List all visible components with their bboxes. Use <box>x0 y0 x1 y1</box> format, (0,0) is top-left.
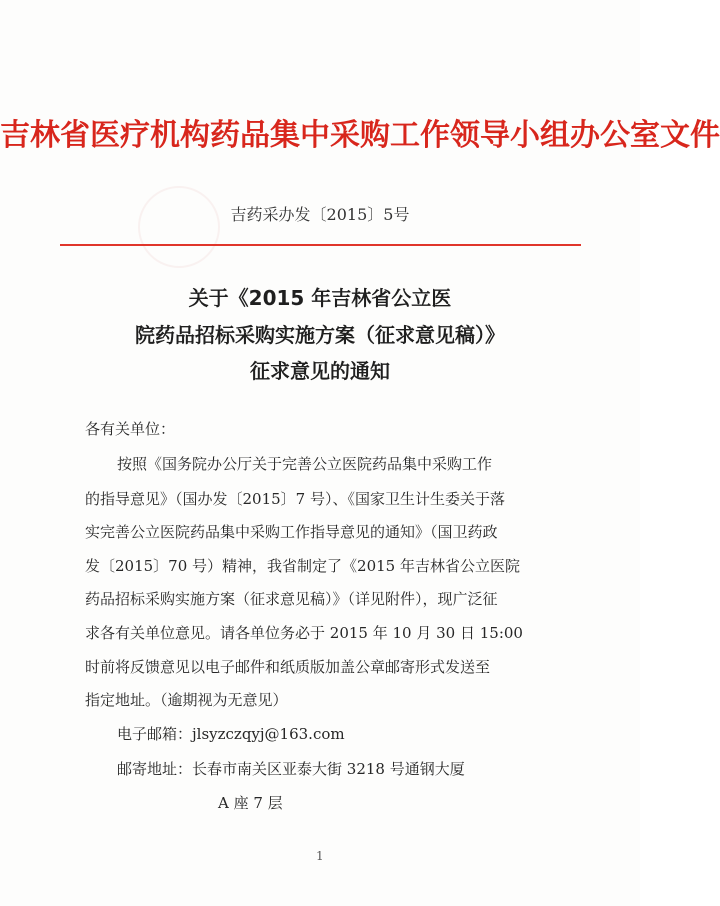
subject-line-3: 征求意见的通知 <box>250 359 390 383</box>
body-line: 的指导意见》（国办发〔2015〕7 号）、《国家卫生计生委关于落 <box>85 490 505 508</box>
mailing-address: 邮寄地址：长春市南关区亚泰大街 3218 号通钢大厦 <box>117 760 465 778</box>
email-contact: 电子邮箱：jlsyzczqyj@163.com <box>117 725 345 743</box>
page-number: 1 <box>316 849 324 863</box>
body-line: 指定地址。（逾期视为无意见） <box>85 691 288 709</box>
body-line: 求各有关单位意见。请各单位务必于 2015 年 10 月 30 日 15:00 <box>85 624 523 642</box>
body-line: 药品招标采购实施方案（征求意见稿）》（详见附件），现广泛征 <box>85 590 498 608</box>
red-separator-line <box>60 244 581 246</box>
body-line: 按照《国务院办公厅关于完善公立医院药品集中采购工作 <box>117 455 493 473</box>
body-line: 实完善公立医院药品集中采购工作指导意见的通知》（国卫药政 <box>85 523 498 541</box>
subject-line-1: 关于《2015 年吉林省公立医 <box>188 286 452 310</box>
mailing-address-continued: A 座 7 层 <box>218 794 283 812</box>
subject-line-2: 院药品招标采购实施方案（征求意见稿）》 <box>135 323 505 347</box>
body-line: 时前将反馈意见以电子邮件和纸质版加盖公章邮寄形式发送至 <box>85 658 491 676</box>
faint-seal-watermark <box>138 186 220 268</box>
letterhead-title: 吉林省医疗机构药品集中采购工作领导小组办公室文件 <box>0 118 720 153</box>
body-line: 发〔2015〕70 号）精神，我省制定了《2015 年吉林省公立医院 <box>85 557 520 575</box>
document-number: 吉药采办发〔2015〕5号 <box>230 205 410 224</box>
salutation: 各有关单位： <box>85 420 176 438</box>
